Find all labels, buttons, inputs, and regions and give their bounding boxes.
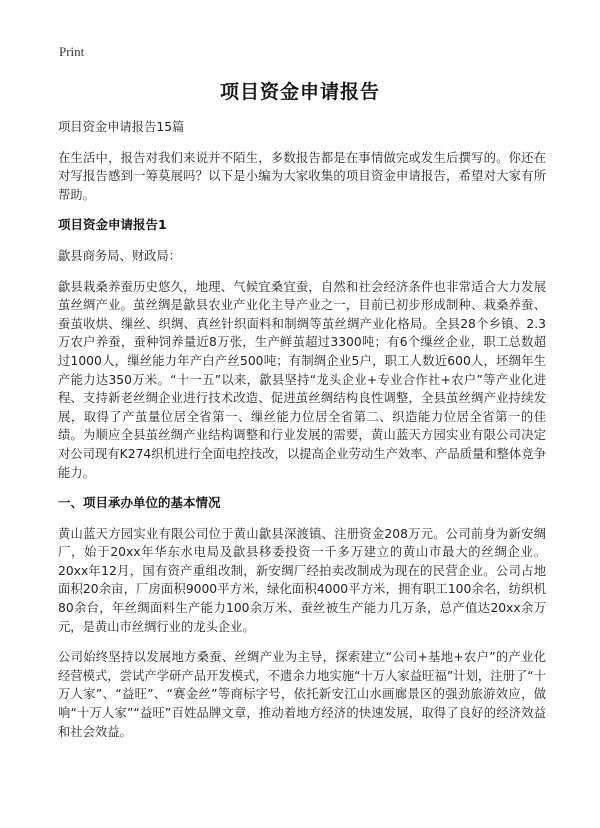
print-link[interactable]: Print	[59, 44, 85, 59]
section-heading-report-1: 项目资金申请报告1	[58, 217, 167, 233]
section-heading-basic-info: 一、项目承办单位的基本情况	[58, 495, 221, 511]
page-title: 项目资金申请报告	[219, 81, 380, 103]
article-body	[58, 118, 546, 753]
intro-paragraph: 在生活中，报告对我们来说并不陌生，多数报告都是在事情做完或发生后撰写的。你还在对写报告感到一筹莫展吗？以下是小编为大家收集的项目资金申请报告，希望对大家有所帮助。	[58, 150, 546, 202]
body-paragraph-3: 公司始终坚持以发展地方桑蚕、丝绸产业为主导，探索建立“公司+基地+农户”的产业化经营模式，尝试产学研产品开发模式，不遗余力地实施“十万人家益旺福”计划，注册了“十万人家”、“益旺”、“赛金丝”等商标字号，依托新安江山水画廊景区的强劲旅游效应，做响“十万人家”“益旺”百姓品牌文章，推动着地方经济的快速发展，取得了良好的经济效益和社会效益。	[58, 650, 546, 739]
body-paragraph-2: 黄山蓝天方园实业有限公司位于黄山歙县深渡镇、注册资金208万元。公司前身为新安绸厂，始于20xx年华东水电局及歙县移委投资一千多万建立的黄山市最大的丝绸企业。20xx年12月，国有资产重组改制，新安绸厂经拍卖改制成为现在的民营企业。公司占地面积20余亩，厂房面积9000平方米，绿化面积4000平方米，拥有职工100余名，纺织机80余台，年丝绸面料生产能力100余万米、蚕丝被生产能力几万条，总产值达20xx余万元，是黄山市丝绸行业的龙头企业。	[58, 526, 546, 634]
article-subtitle: 项目资金申请报告15篇	[58, 120, 185, 134]
salutation: 歙县商务局、财政局：	[58, 248, 181, 263]
body-paragraph-1: 歙县栽桑养蚕历史悠久，地理、气候宜桑宜蚕，自然和社会经济条件也非常适合大力发展茧丝绸产业。茧丝绸是歙县农业产业化主导产业之一，目前已初步形成制种、栽桑养蚕、蚕茧收烘、缫丝、织绸、真丝针织面料和制绸等茧丝绸产业化格局。全县28个乡镇、2.3万农户养蚕，蚕种饲养量近8万张，生产鲜茧超过3300吨；有6个缫丝企业，职工总数超过1000人，缫丝能力年产白产丝500吨；有制绸企业5户，职工人数近600人，坯绸年生产能力达350万米。“十一五”以来，歙县坚持“龙头企业+专业合作社+农户”等产业化进程、支持新老丝绸企业进行技术改造、促进茧丝绸结构良性调整，全县茧丝绸产业持续发展，取得了产茧量位居全省第一、缫丝能力位居全省第二、织造能力位居全省第一的佳绩。为顺应全县茧丝绸产业结构调整和行业发展的需要，黄山蓝天方园实业有限公司决定对公司现有K274织机进行全面电控技改，以提高企业劳动生产效率、产品质量和整体竞争能力。	[58, 279, 546, 480]
